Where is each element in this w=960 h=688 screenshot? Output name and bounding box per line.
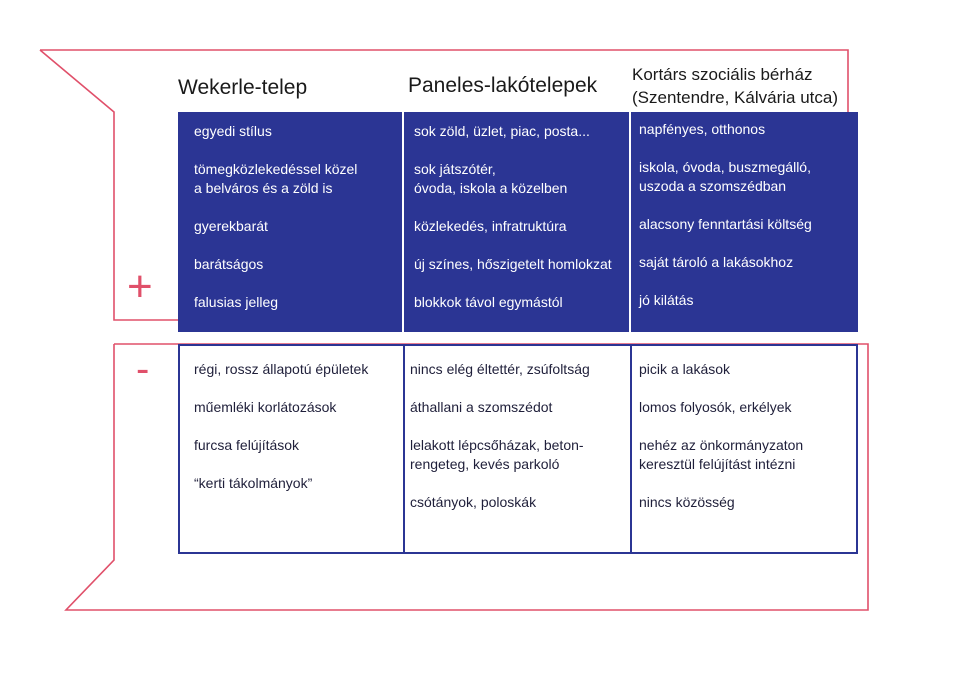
- list-item-line: régi, rossz állapotú épületek: [194, 361, 369, 377]
- list-item-line: jó kilátás: [639, 292, 694, 308]
- list-item-line: iskola, óvoda, buszmegálló,: [639, 159, 811, 175]
- list-item-line: sok játszótér,: [414, 161, 496, 177]
- list-item: [194, 293, 357, 312]
- list-item-line: műemléki korlátozások: [194, 399, 337, 415]
- list-item-line: óvoda, iskola a közelben: [414, 180, 568, 196]
- list-item-line: a belváros és a zöld is: [194, 180, 333, 196]
- column-divider: [403, 346, 405, 552]
- list-item-line: lelakott lépcsőházak, beton-: [410, 437, 584, 453]
- list-item-line: áthallani a szomszédot: [410, 399, 553, 415]
- list-item-line: alacsony fenntartási költség: [639, 216, 812, 232]
- list-item: [414, 293, 612, 312]
- list-item: [639, 493, 803, 512]
- column-header-line: Kortárs szociális bérház: [632, 65, 813, 84]
- list-item-line: keresztül felújítást intézni: [639, 456, 796, 472]
- disadvantages-list-paneles: [410, 360, 590, 531]
- advantages-list-wekerle: [194, 122, 357, 331]
- list-item-line: rengeteg, kevés parkoló: [410, 456, 560, 472]
- column-header-wekerle: [178, 76, 307, 100]
- list-item: [194, 436, 368, 455]
- list-item-line: nincs elég éltettér, zsúfoltság: [410, 361, 590, 377]
- list-item: [194, 398, 368, 417]
- list-item: [639, 360, 803, 379]
- list-item: [639, 120, 812, 139]
- minus-sign: -: [136, 347, 150, 391]
- column-header-line: (Szentendre, Kálvária utca): [632, 88, 838, 107]
- list-item-line: egyedi stílus: [194, 123, 272, 139]
- column-divider: [629, 112, 631, 332]
- list-item: [194, 160, 357, 198]
- list-item: [414, 122, 612, 141]
- list-item: [639, 158, 812, 196]
- advantages-list-paneles: [414, 122, 612, 331]
- list-item: [410, 436, 590, 474]
- column-divider: [402, 112, 404, 332]
- list-item-line: blokkok távol egymástól: [414, 294, 563, 310]
- list-item: [194, 217, 357, 236]
- list-item: [194, 122, 357, 141]
- list-item-line: furcsa felújítások: [194, 437, 300, 453]
- list-item-line: gyerekbarát: [194, 218, 268, 234]
- list-item-line: uszoda a szomszédban: [639, 178, 787, 194]
- advantages-block: [178, 112, 858, 332]
- disadvantages-block: [178, 344, 858, 554]
- plus-sign: +: [127, 262, 153, 311]
- list-item-line: lomos folyosók, erkélyek: [639, 399, 792, 415]
- list-item: [414, 160, 612, 198]
- list-item-line: nehéz az önkormányzaton: [639, 437, 804, 453]
- list-item: [639, 215, 812, 234]
- advantages-list-kortars: [639, 120, 812, 329]
- column-header-line: Paneles-lakótelepek: [408, 74, 598, 97]
- list-item: [639, 253, 812, 272]
- list-item: [410, 360, 590, 379]
- list-item-line: falusias jelleg: [194, 294, 279, 310]
- list-item-line: új színes, hőszigetelt homlokzat: [414, 256, 612, 272]
- list-item: [639, 291, 812, 310]
- column-header-line: Wekerle-telep: [178, 76, 308, 99]
- list-item-line: sok zöld, üzlet, piac, posta...: [414, 123, 590, 139]
- column-divider: [630, 346, 632, 552]
- list-item-line: tömegközlekedéssel közel: [194, 161, 358, 177]
- disadvantages-list-wekerle: [194, 360, 368, 512]
- list-item-line: napfényes, otthonos: [639, 121, 766, 137]
- list-item-line: csótányok, poloskák: [410, 494, 537, 510]
- list-item-line: “kerti tákolmányok”: [194, 475, 313, 491]
- list-item: [414, 255, 612, 274]
- list-item: [194, 474, 368, 493]
- list-item: [414, 217, 612, 236]
- list-item-line: saját tároló a lakásokhoz: [639, 254, 794, 270]
- list-item: [194, 360, 368, 379]
- list-item: [410, 398, 590, 417]
- disadvantages-list-kortars: [639, 360, 803, 531]
- list-item: [639, 436, 803, 474]
- list-item: [639, 398, 803, 417]
- list-item-line: nincs közösség: [639, 494, 735, 510]
- list-item-line: picik a lakások: [639, 361, 731, 377]
- list-item: [410, 493, 590, 512]
- list-item-line: közlekedés, infratruktúra: [414, 218, 567, 234]
- column-header-kortars: [632, 63, 838, 109]
- list-item: [194, 255, 357, 274]
- list-item-line: barátságos: [194, 256, 264, 272]
- column-header-paneles: [408, 74, 597, 98]
